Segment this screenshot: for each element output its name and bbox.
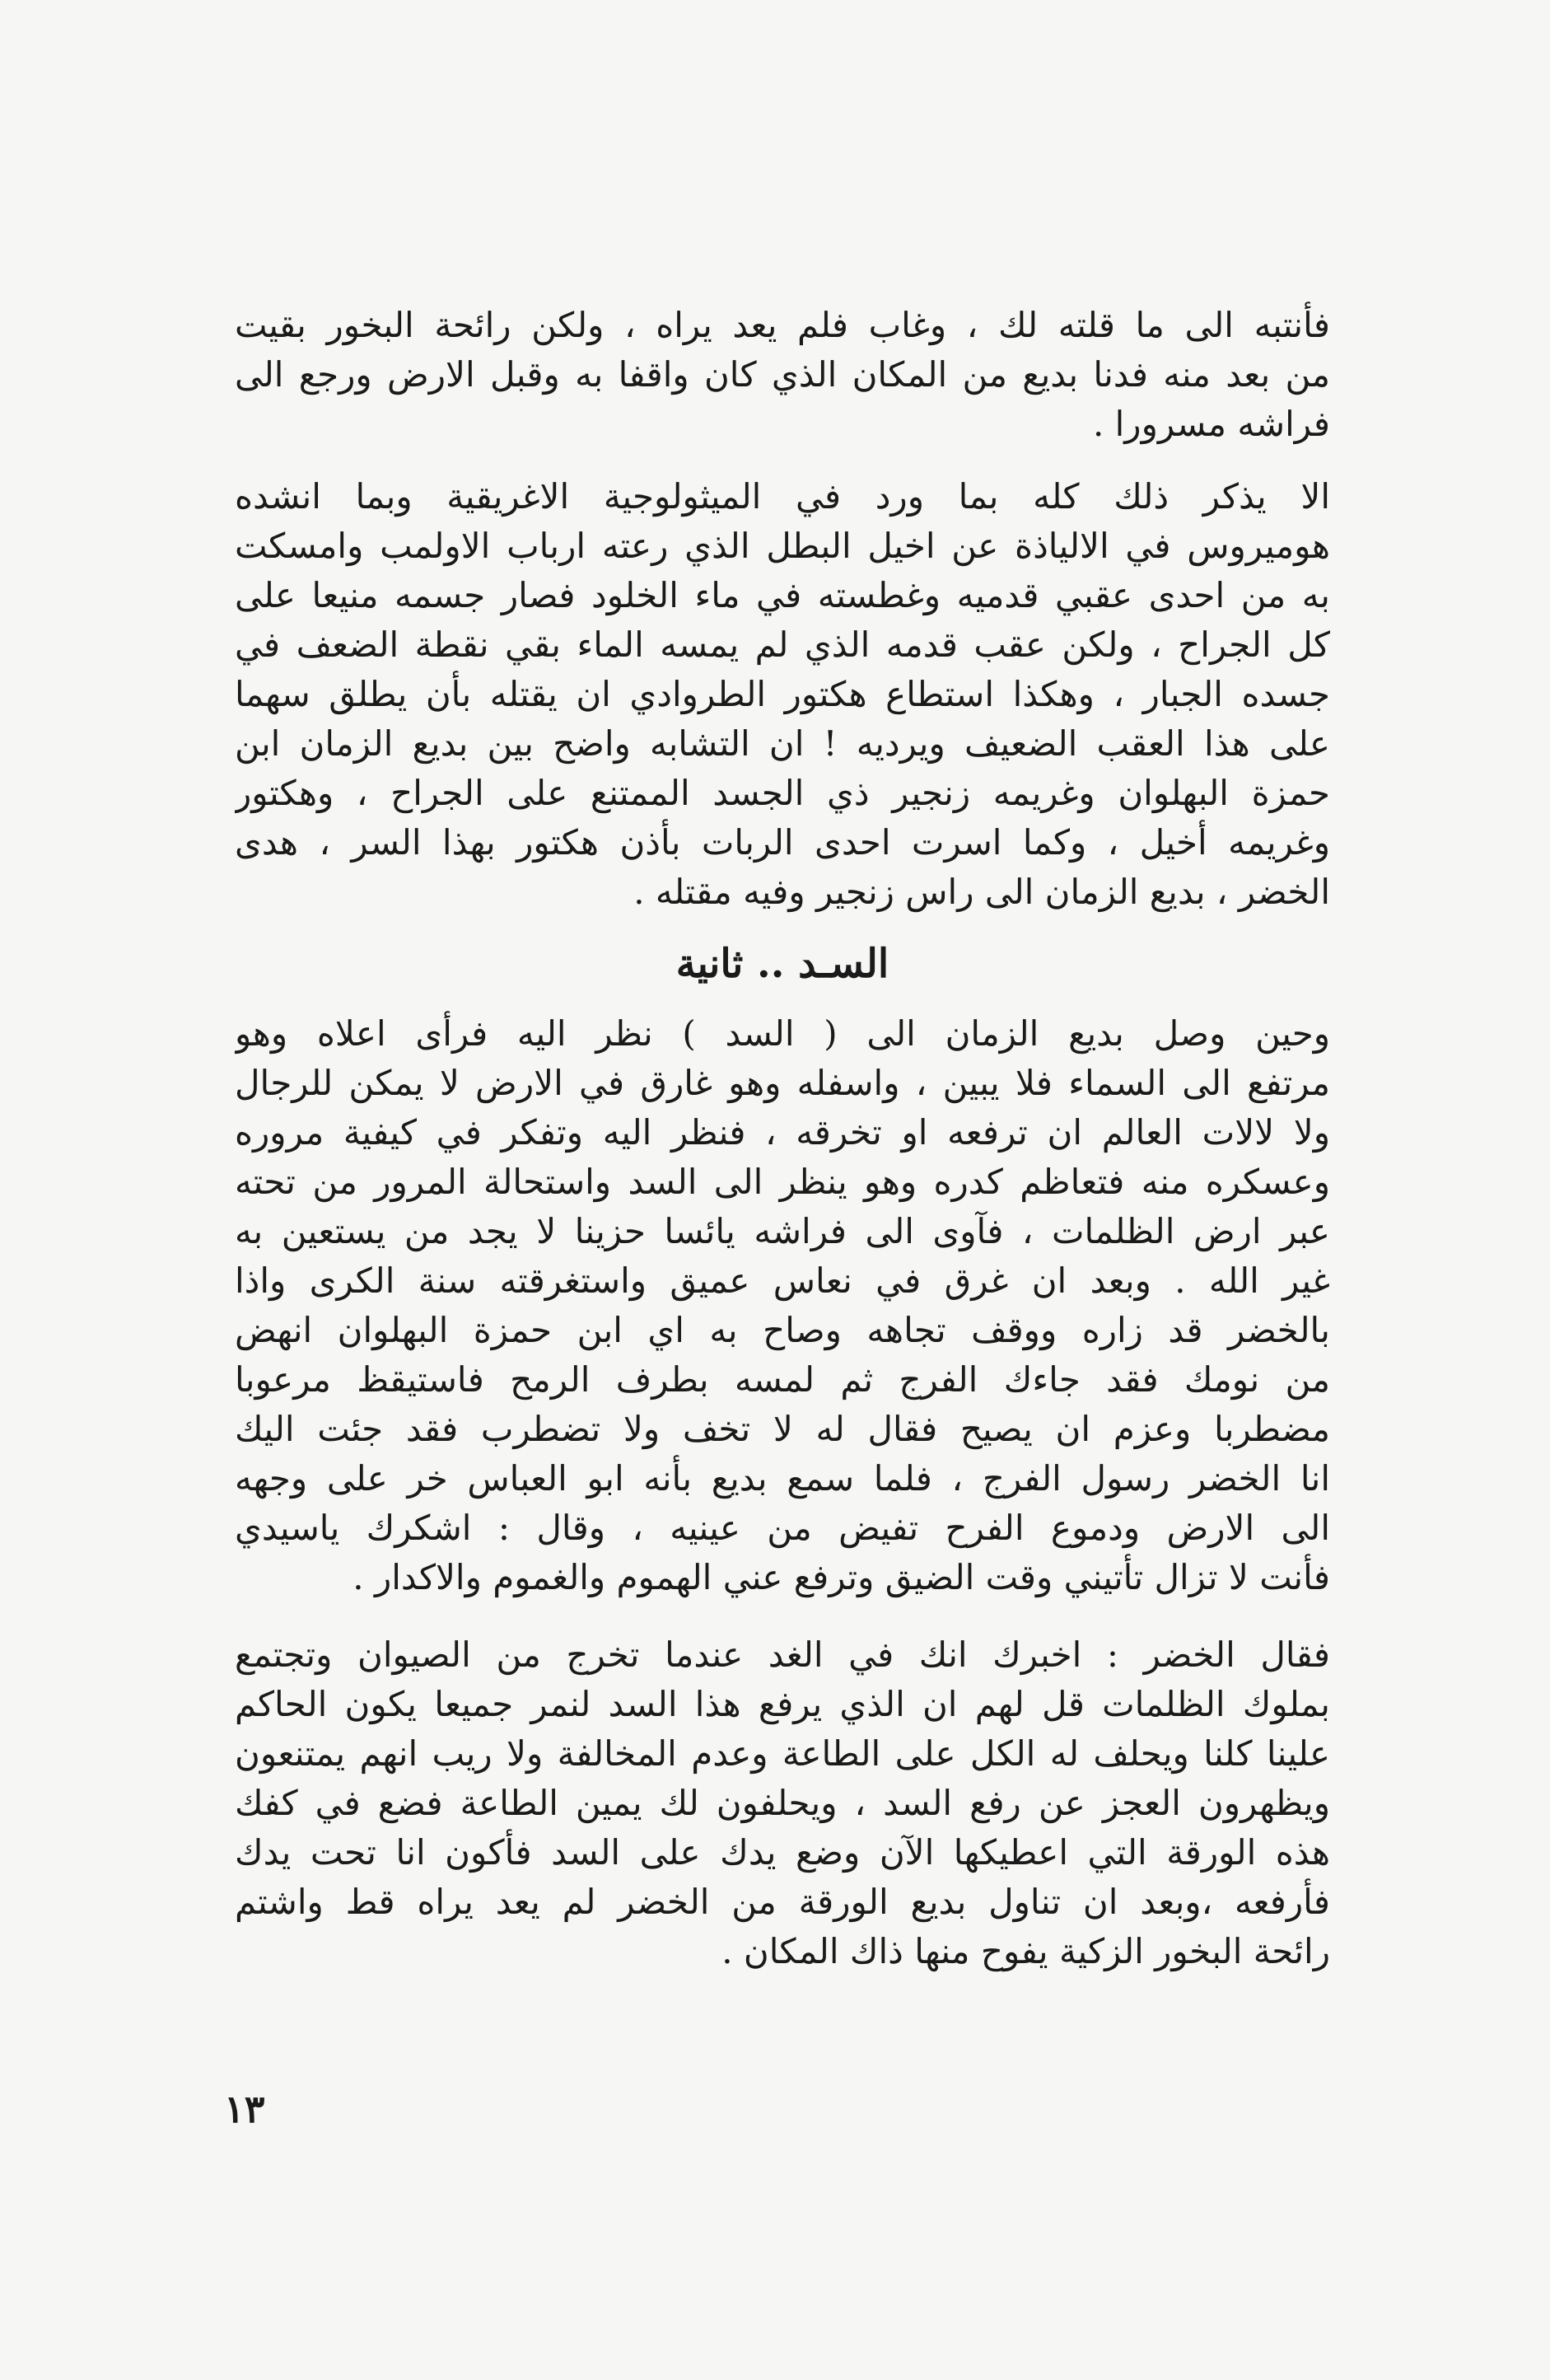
text-line: انا الخضر رسول الفرج ، فلما سمع بديع بأنه ابو العباس خر على وجهه: [235, 1458, 1330, 1499]
text-line: فأنت لا تزال تأتيني وقت الضيق وترفع عني الهموم والغموم والاكدار .: [352, 1557, 1330, 1597]
text-line: عبر ارض الظلمات ، فآوى الى فراشه يائسا حزينا لا يجد من يستعين به: [235, 1211, 1330, 1251]
text-line: هوميروس في الالياذة عن اخيل البطل الذي رعته ارباب الاولمب وامسكت: [235, 526, 1330, 566]
text-line: فقال الخضر : اخبرك انك في الغد عندما تخرج من الصيوان وتجتمع: [235, 1634, 1330, 1675]
text-line: الخضر ، بديع الزمان الى راس زنجير وفيه مقتله .: [633, 872, 1330, 912]
paragraph-4: [235, 1630, 1330, 1976]
text-line: ولا لالات العالم ان ترفعه او تخرقه ، فنظر اليه وتفكر في كيفية مروره: [235, 1112, 1330, 1153]
section-heading: السـد .. ثانية: [675, 941, 889, 987]
text-line: هذه الورقة التي اعطيكها الآن وضع يدك على السد فأكون انا تحت يدك: [235, 1832, 1330, 1873]
paragraph-2: [235, 472, 1330, 917]
text-line: الى الارض ودموع الفرح تفيض من عينيه ، وقال : اشكرك ياسيدي: [235, 1508, 1330, 1548]
text-line: جسده الجبار ، وهكذا استطاع هكتور الطروادي ان يقتله بأن يطلق سهما: [235, 674, 1330, 714]
text-line: وعسكره منه فتعاظم كدره وهو ينظر الى السد واستحالة المرور من تحته: [235, 1162, 1330, 1202]
text-line: بملوك الظلمات قل لهم ان الذي يرفع هذا السد لنمر جميعا يكون الحاكم: [235, 1684, 1330, 1724]
text-line: به من احدى عقبي قدميه وغطسته في ماء الخلود فصار جسمه منيعا على: [235, 575, 1330, 615]
text-line: بالخضر قد زاره ووقف تجاهه وصاح به اي ابن حمزة البهلوان انهض: [235, 1310, 1330, 1350]
text-line: الا يذكر ذلك كله بما ورد في الميثولوجية الاغريقية وبما انشده: [235, 476, 1330, 517]
text-line: من بعد منه فدنا بديع من المكان الذي كان واقفا به وقبل الارض ورجع الى: [235, 354, 1330, 395]
page-number: ١٣: [224, 2087, 265, 2131]
text-line: غير الله . وبعد ان غرق في نعاس عميق واستغرقته سنة الكرى واذا: [235, 1260, 1330, 1301]
text-line: مرتفع الى السماء فلا يبين ، واسفله وهو غارق في الارض لا يمكن للرجال: [235, 1063, 1330, 1103]
text-line: على هذا العقب الضعيف ويرديه ! ان التشابه واضح بين بديع الزمان ابن: [235, 723, 1330, 764]
paragraph-1: [235, 301, 1330, 449]
text-line: رائحة البخور الزكية يفوح منها ذاك المكان .: [721, 1931, 1330, 1971]
text-line: وغريمه أخيل ، وكما اسرت احدى الربات بأذن هكتور بهذا السر ، هدى: [235, 822, 1330, 863]
text-line: كل الجراح ، ولكن عقب قدمه الذي لم يمسه الماء بقي نقطة الضعف في: [235, 624, 1330, 665]
text-line: مضطربا وعزم ان يصيح فقال له لا تخف ولا تضطرب فقد جئت اليك: [235, 1409, 1330, 1449]
text-line: فأنتبه الى ما قلته لك ، وغاب فلم يعد يراه ، ولكن رائحة البخور بقيت: [235, 305, 1330, 345]
text-line: ويظهرون العجز عن رفع السد ، ويحلفون لك يمين الطاعة فضع في كفك: [235, 1783, 1330, 1823]
text-line: حمزة البهلوان وغريمه زنجير ذي الجسد الممتنع على الجراح ، وهكتور: [235, 773, 1330, 813]
text-line: فأرفعه ،وبعد ان تناول بديع الورقة من الخضر لم يعد يراه قط واشتم: [235, 1882, 1330, 1922]
text-column: [235, 301, 1330, 1976]
text-line: وحين وصل بديع الزمان الى ( السد ) نظر اليه فرأى اعلاه وهو: [235, 1013, 1330, 1054]
text-line: من نومك فقد جاءك الفرج ثم لمسه بطرف الرمح فاستيقظ مرعوبا: [235, 1359, 1330, 1400]
paragraph-3: [235, 1009, 1330, 1602]
text-line: فراشه مسرورا .: [1092, 404, 1330, 444]
text-line: علينا كلنا ويحلف له الكل على الطاعة وعدم المخالفة ولا ريب انهم يمتنعون: [235, 1733, 1330, 1774]
